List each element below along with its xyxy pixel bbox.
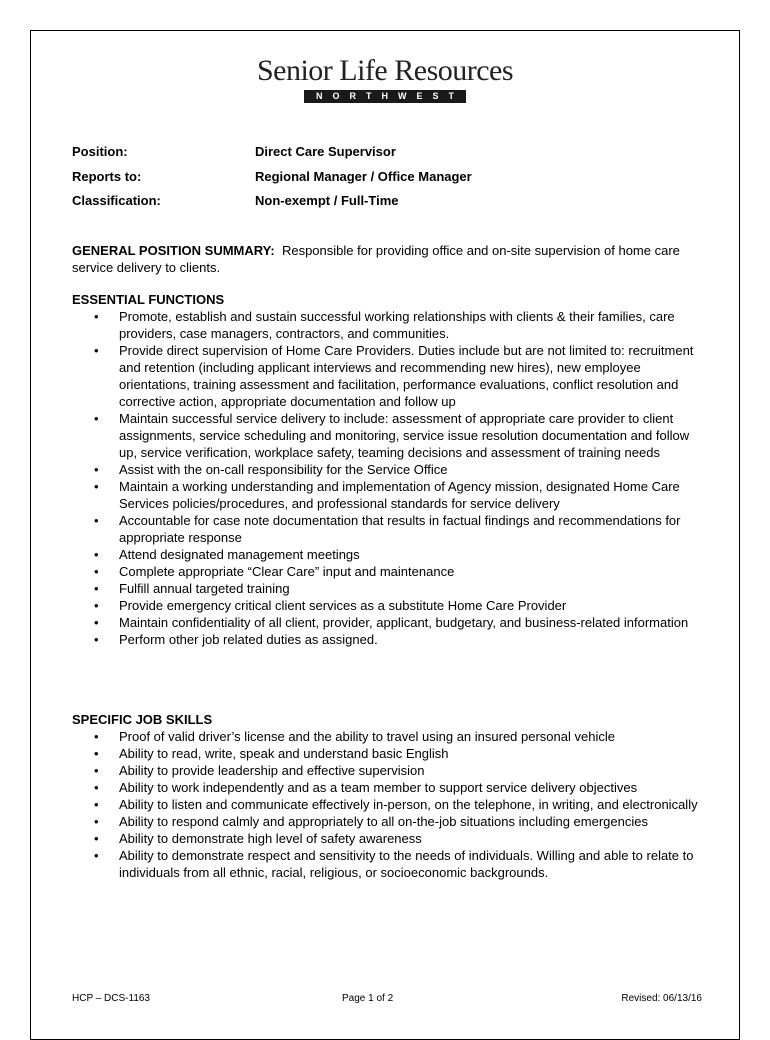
list-item: • Promote, establish and sustain successful working relationships with clients & their families, care providers, case managers, contractors, and communities.	[94, 309, 675, 341]
general-position-summary	[72, 242, 702, 276]
bullet-icon: •	[94, 343, 99, 358]
bullet-icon: •	[94, 513, 99, 528]
list-item: • Maintain a working understanding and implementation of Agency mission, designated Home Care Services policies/procedures, and professional standards for service delivery	[94, 479, 680, 511]
list-item: • Provide direct supervision of Home Care Providers. Duties include but are not limited to: recruitment and retention (including applicant interviews and recommending new hires), new employee orientations, training assessment and facilitation, performance evaluations, conflict resolution and corrective action, appropriate documentation and follow up	[94, 343, 694, 409]
list-item: • Attend designated management meetings	[94, 547, 360, 562]
bullet-icon: •	[94, 547, 99, 562]
list-item: • Ability to respond calmly and appropriately to all on-the-job situations including emergencies	[94, 814, 648, 829]
info-label: Reports to:	[72, 168, 142, 184]
info-value: Regional Manager / Office Manager	[255, 168, 472, 184]
bullet-icon: •	[94, 615, 99, 630]
essential-functions-section	[72, 291, 702, 648]
summary-heading: GENERAL POSITION SUMMARY:	[72, 243, 275, 258]
list-item: • Ability to demonstrate respect and sensitivity to the needs of individuals. Willing and able to relate to individuals from all ethnic, racial, religious, or socioeconomic backgrounds.	[94, 848, 694, 880]
list-item: • Assist with the on-call responsibility for the Service Office	[94, 462, 448, 477]
info-label: Position:	[72, 144, 128, 159]
bullet-icon: •	[94, 831, 99, 846]
info-row-reports-to	[72, 169, 472, 194]
list-item: • Ability to demonstrate high level of safety awareness	[94, 831, 422, 846]
specific-job-skills-section	[72, 711, 702, 881]
bullet-icon: •	[94, 411, 99, 426]
bullet-icon: •	[94, 763, 99, 778]
bullet-icon: •	[94, 797, 99, 812]
bullet-icon: •	[94, 479, 99, 494]
bullet-icon: •	[94, 729, 99, 744]
bullet-icon: •	[94, 581, 99, 596]
bullet-icon: •	[94, 746, 99, 761]
list-item: • Provide emergency critical client services as a substitute Home Care Provider	[94, 598, 567, 613]
bullet-icon: •	[94, 780, 99, 795]
logo-subtitle: NORTHWEST	[304, 90, 466, 103]
list-item: • Accountable for case note documentation that results in factual findings and recommendations for appropriate response	[94, 513, 681, 545]
info-label: Classification:	[72, 193, 161, 208]
bullet-icon: •	[94, 309, 99, 324]
info-value: Non-exempt / Full-Time	[255, 193, 399, 208]
list-item: • Ability to work independently and as a team member to support service delivery objectives	[94, 780, 638, 795]
summary-text: Responsible for providing office and on-site supervision of home care service delivery to clients.	[72, 243, 680, 275]
list-item: • Ability to listen and communicate effectively in-person, on the telephone, in writing, and electronically	[94, 797, 698, 812]
list-item: • Complete appropriate “Clear Care” input and maintenance	[94, 564, 455, 579]
list-item: • Fulfill annual targeted training	[94, 581, 290, 596]
bullet-icon: •	[94, 632, 99, 647]
revised-date: Revised: 06/13/16	[621, 993, 702, 1004]
bullet-icon: •	[94, 814, 99, 829]
list-item: • Proof of valid driver’s license and the ability to travel using an insured personal vehicle	[94, 729, 615, 744]
list-item: • Maintain successful service delivery to include: assessment of appropriate care provider to client assignments, service scheduling and monitoring, service issue resolution documentation and follow up, service verification, workplace safety, teaming decisions and assessment of training needs	[94, 411, 690, 460]
company-logo	[0, 56, 770, 104]
bullet-icon: •	[94, 564, 99, 579]
bullet-icon: •	[94, 598, 99, 613]
section-heading: SPECIFIC JOB SKILLS	[72, 712, 213, 727]
info-value: Direct Care Supervisor	[255, 144, 396, 159]
section-heading: ESSENTIAL FUNCTIONS	[72, 292, 225, 307]
info-row-classification	[72, 193, 472, 218]
position-info	[72, 144, 472, 218]
list-item: • Ability to provide leadership and effective supervision	[94, 763, 425, 778]
list-item: • Maintain confidentiality of all client, provider, applicant, budgetary, and business-related information	[94, 615, 689, 630]
bullet-icon: •	[94, 462, 99, 477]
list-item: • Perform other job related duties as assigned.	[94, 632, 378, 647]
job-skills-list	[72, 728, 702, 881]
logo-name: Senior Life Resources	[256, 54, 514, 87]
page-number: Page 1 of 2	[342, 993, 394, 1004]
document-code: HCP – DCS-1163	[72, 993, 150, 1004]
list-item: • Ability to read, write, speak and understand basic English	[94, 746, 449, 761]
essential-functions-list	[72, 308, 702, 648]
bullet-icon: •	[94, 848, 99, 863]
info-row-position	[72, 144, 472, 169]
